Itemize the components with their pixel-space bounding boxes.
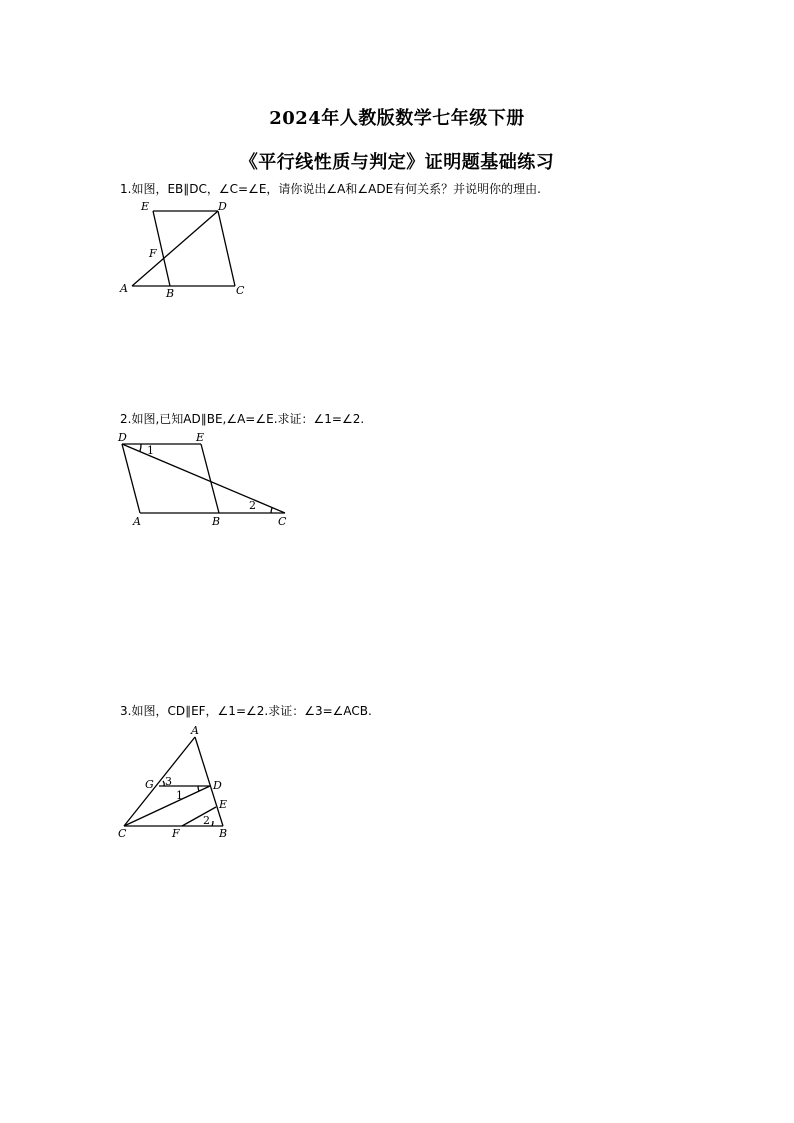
problem-1-text: 1.如图，EB∥DC，∠C=∠E，请你说出∠A和∠ADE有何关系？并说明你的理由. bbox=[120, 182, 541, 196]
label-f: F bbox=[149, 247, 157, 260]
label-f: F bbox=[172, 827, 180, 840]
problem-1-figure bbox=[115, 198, 250, 298]
label-b: B bbox=[212, 515, 221, 528]
angle-2-arc bbox=[212, 821, 213, 826]
label-c: C bbox=[236, 284, 245, 297]
label-c: C bbox=[118, 827, 127, 840]
angle-3-arc bbox=[163, 781, 164, 786]
label-a: A bbox=[191, 724, 199, 737]
label-b: B bbox=[166, 287, 175, 300]
angle-1-arc bbox=[198, 786, 199, 791]
label-c: C bbox=[278, 515, 287, 528]
segment-cd bbox=[124, 786, 210, 826]
problem-2-figure bbox=[115, 428, 295, 530]
label-e: E bbox=[141, 200, 150, 213]
angle-label-2: 2 bbox=[203, 814, 210, 827]
label-d: D bbox=[213, 779, 222, 792]
label-d: D bbox=[218, 200, 227, 213]
segment-da bbox=[122, 444, 140, 513]
segment-ac bbox=[124, 737, 195, 826]
angle-2-arc bbox=[271, 508, 272, 513]
label-a: A bbox=[133, 515, 141, 528]
label-g: G bbox=[145, 778, 154, 791]
angle-label-2: 2 bbox=[249, 499, 256, 512]
document-title: 2024年人教版数学七年级下册 bbox=[269, 108, 525, 129]
segment-dc bbox=[218, 211, 235, 286]
segment-ad bbox=[132, 211, 218, 286]
angle-1-arc bbox=[140, 444, 141, 451]
label-e: E bbox=[219, 798, 228, 811]
label-a: A bbox=[120, 282, 128, 295]
problem-2-text: 2.如图,已知AD∥BE,∠A=∠E.求证：∠1=∠2. bbox=[120, 412, 365, 426]
document-subtitle: 《平行线性质与判定》证明题基础练习 bbox=[239, 152, 555, 173]
problem-3-figure bbox=[115, 722, 240, 842]
label-b: B bbox=[219, 827, 228, 840]
problem-3-text: 3.如图，CD∥EF，∠1=∠2.求证：∠3=∠ACB. bbox=[120, 704, 372, 718]
segment-fe bbox=[182, 807, 216, 826]
angle-label-1: 1 bbox=[147, 444, 154, 457]
label-e: E bbox=[196, 431, 205, 444]
label-d: D bbox=[118, 431, 127, 444]
angle-label-3: 3 bbox=[165, 775, 172, 788]
angle-label-1: 1 bbox=[176, 789, 183, 802]
